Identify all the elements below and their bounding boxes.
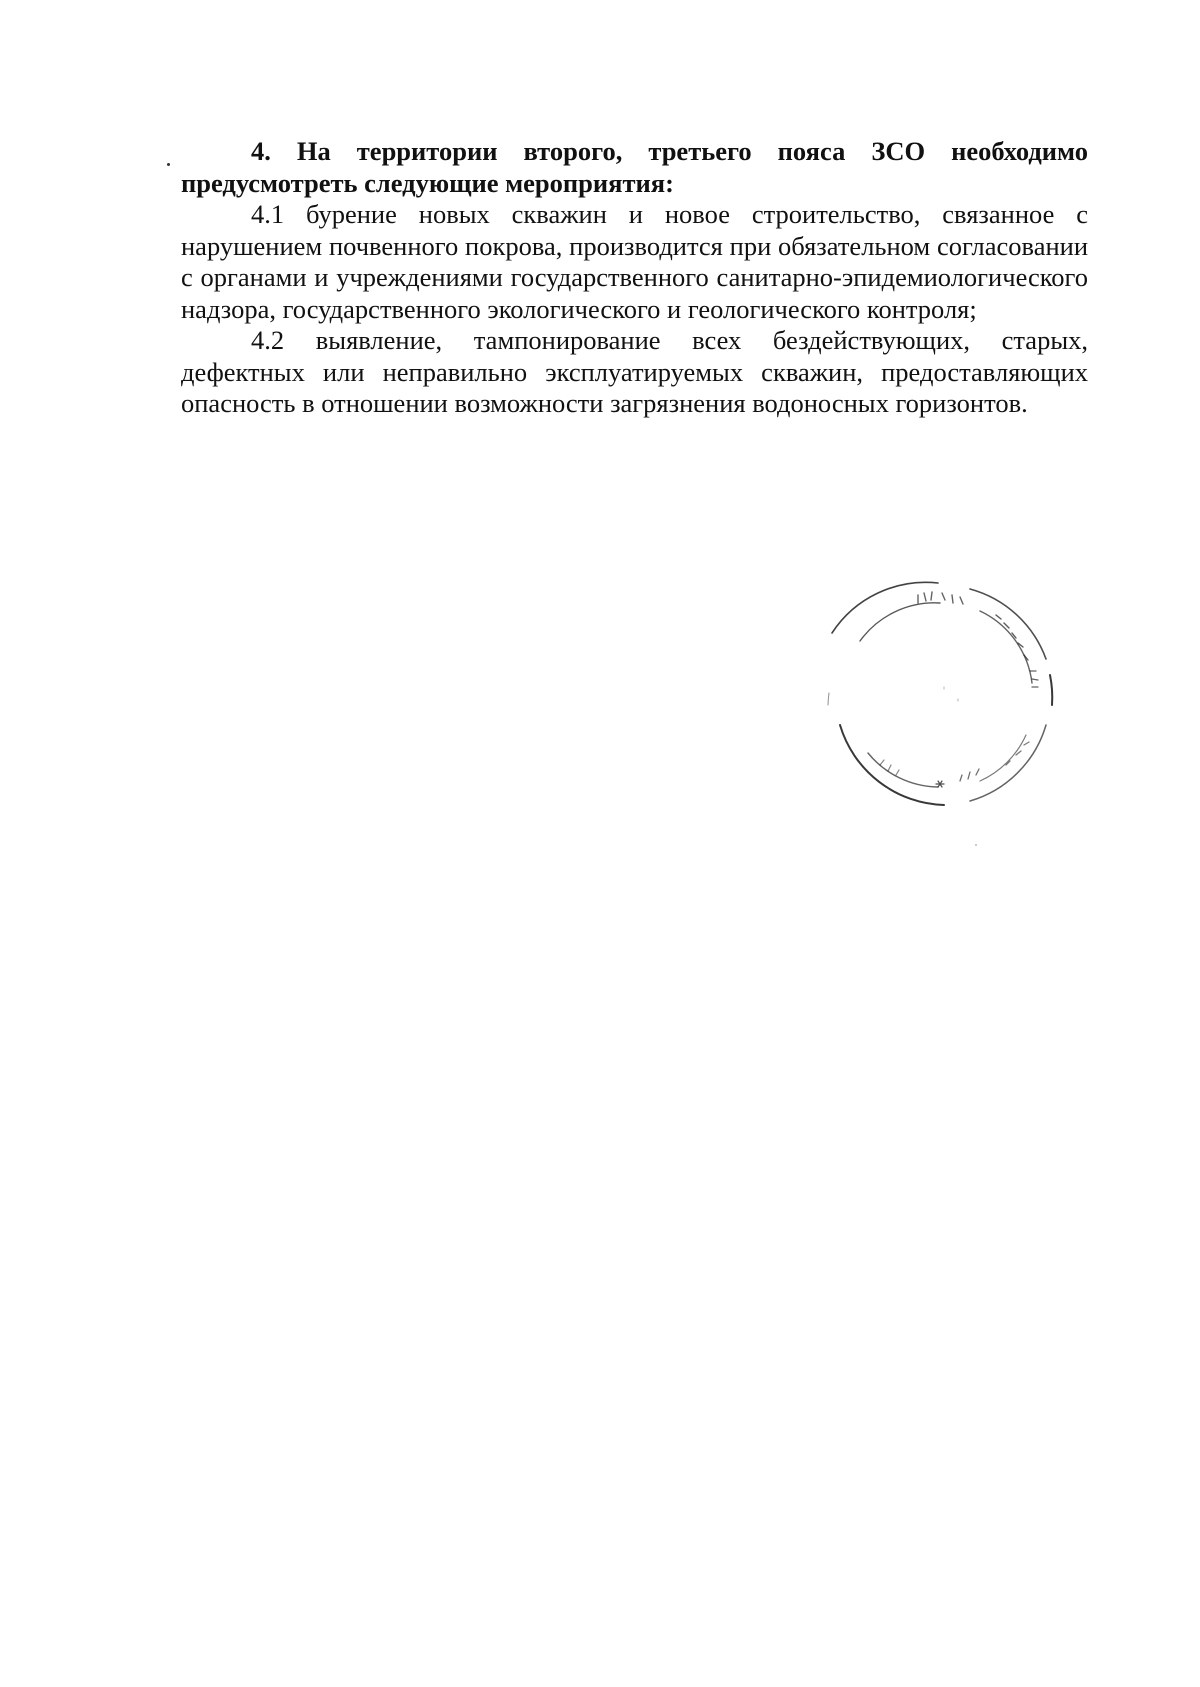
paragraph-4-2: 4.2 выявление, тампонирование всех бездействующих, старых, дефектных или неправильно эксплуатируемых скважин, предоставляющих опасность в отношении возможности загрязнения водоносных горизонтов. — [181, 325, 1088, 418]
section-heading: 4. На территории второго, третьего пояса ЗСО необходимо предусмотреть следующие мероприятия: — [181, 136, 1088, 198]
round-seal-stamp-icon — [820, 575, 1060, 815]
scan-speck — [167, 163, 170, 166]
scan-speck — [975, 844, 977, 846]
paragraph-4-1: 4.1 бурение новых скважин и новое строительство, связанное с нарушением почвенного покрова, производится при обязательном согласовании с органами и учреждениями государственного санитарно-эпидемиологического надзора, государственного экологического и геологического контроля; — [181, 199, 1088, 324]
document-body — [181, 136, 1088, 420]
